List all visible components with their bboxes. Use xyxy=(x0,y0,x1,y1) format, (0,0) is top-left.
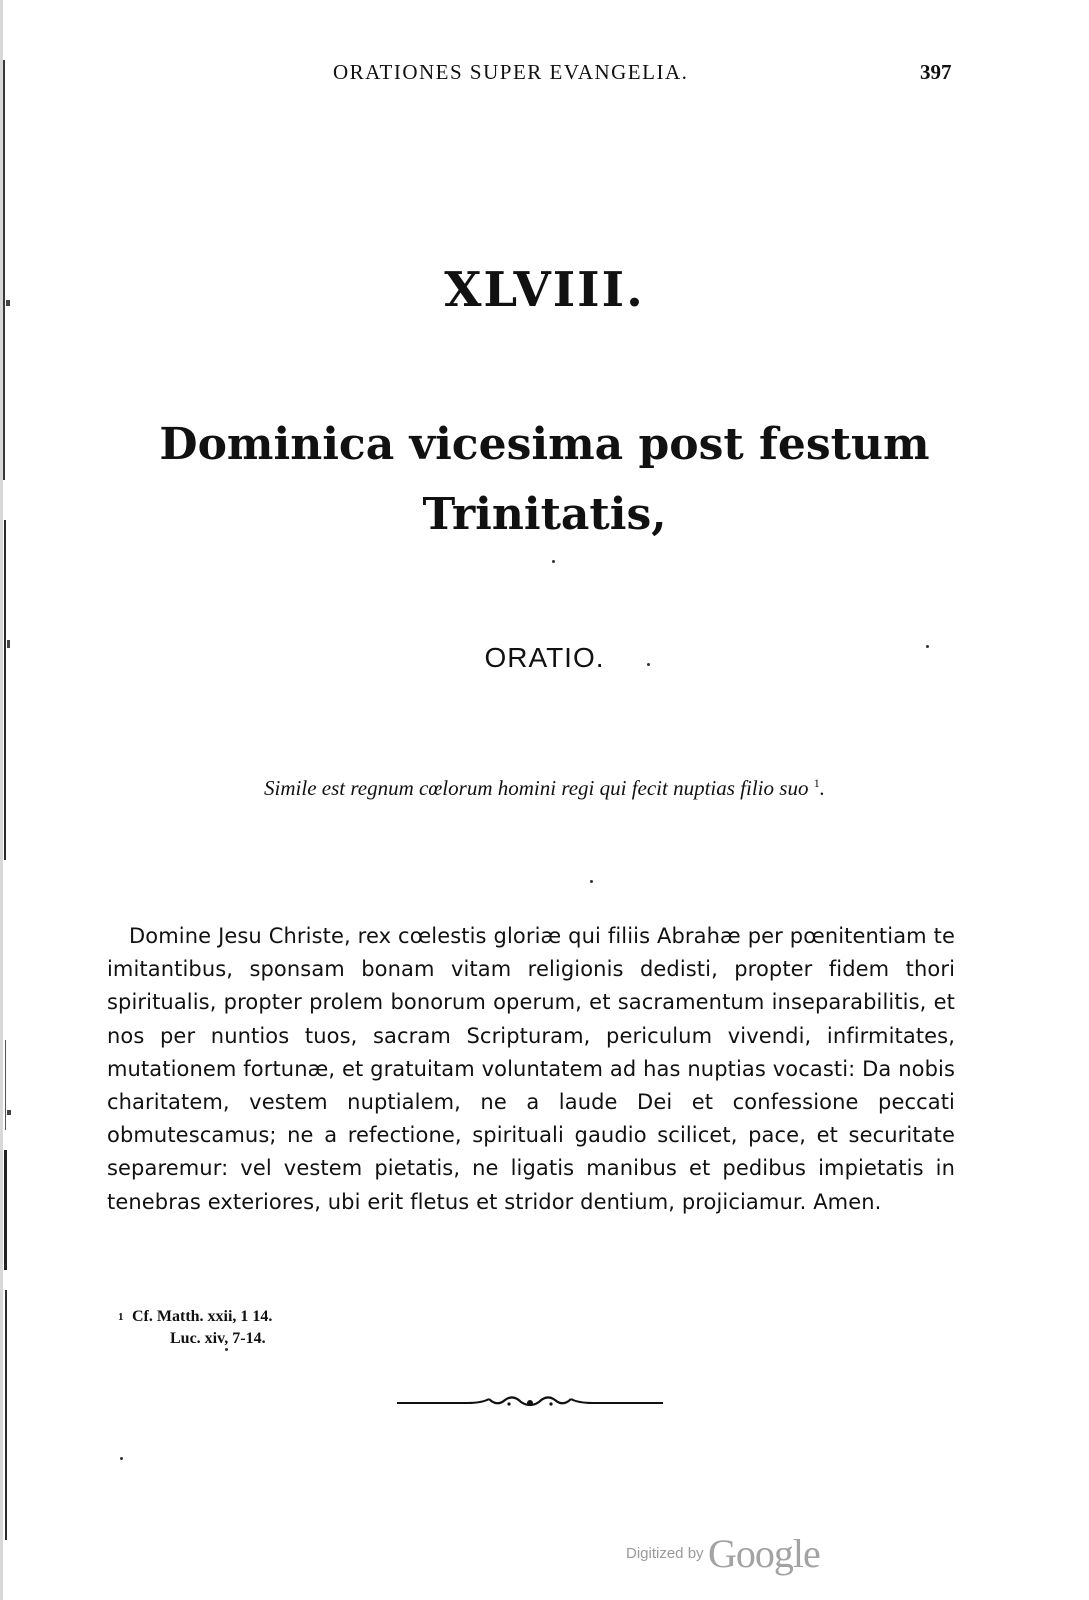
chapter-number: XLVIII. xyxy=(444,262,645,318)
prayer-body xyxy=(107,920,955,1219)
attribution-logo: Google xyxy=(708,1531,820,1576)
scan-speck xyxy=(647,663,650,666)
epigraph-end-punct: . xyxy=(819,776,825,800)
footnote-line-2: Luc. xiv, 7-14. xyxy=(170,1330,266,1347)
scan-speck xyxy=(225,1348,228,1351)
epigraph-text: Simile est regnum cœlorum homini regi qui fecit nuptias filio suo xyxy=(264,776,809,800)
footnotes xyxy=(118,1306,272,1350)
binding-edge-shadow xyxy=(0,0,14,1600)
section-heading: ORATIO. xyxy=(484,642,605,673)
digitization-attribution xyxy=(626,1530,820,1577)
page-number: 397 xyxy=(920,60,952,84)
ornamental-divider xyxy=(397,1394,663,1412)
epigraph xyxy=(100,776,989,801)
scan-speck xyxy=(926,645,929,648)
footnote-text-1: Cf. Matth. xxii, 1 14. xyxy=(132,1308,273,1325)
chapter-title: Dominica vicesima post festum Trinitatis, xyxy=(159,419,930,540)
scan-speck xyxy=(590,880,593,883)
scan-speck xyxy=(552,560,555,563)
attribution-prefix: Digitized by xyxy=(626,1545,704,1562)
footnote-marker: 1 xyxy=(118,1311,124,1323)
running-title: ORATIONES SUPER EVANGELIA. xyxy=(333,60,689,84)
epigraph-note-marker: 1 xyxy=(813,776,820,790)
footnote-line-1 xyxy=(118,1306,272,1328)
scan-speck xyxy=(120,1457,123,1460)
running-head xyxy=(0,60,1089,92)
prayer-text: Domine Jesu Christe, rex cœlestis gloriæ qui filiis Abrahæ per pœnitentiam te imitantibus, sponsam bonam vitam religionis dedisti, propter fidem thori spiritualis, propter prolem bonorum operum, et sacramentum inseparabilitis, et nos per nuntios tuos, sacram Scripturam, periculum vivendi, infirmitates, mutationem fortunæ, et gratuitam voluntatem ad has nuptias vocasti: Da nobis charitatem, vestem nuptialem, ne a laude Dei et confessione peccati obmutescamus; ne a refectione, spirituali gaudio scilicet, pace, et securitate separemur: vel vestem pietatis, ne ligatis manibus et pedibus impietatis in tenebras exteriores, ubi erit fletus et stridor dentium, projiciamur. Amen. xyxy=(107,924,955,1214)
